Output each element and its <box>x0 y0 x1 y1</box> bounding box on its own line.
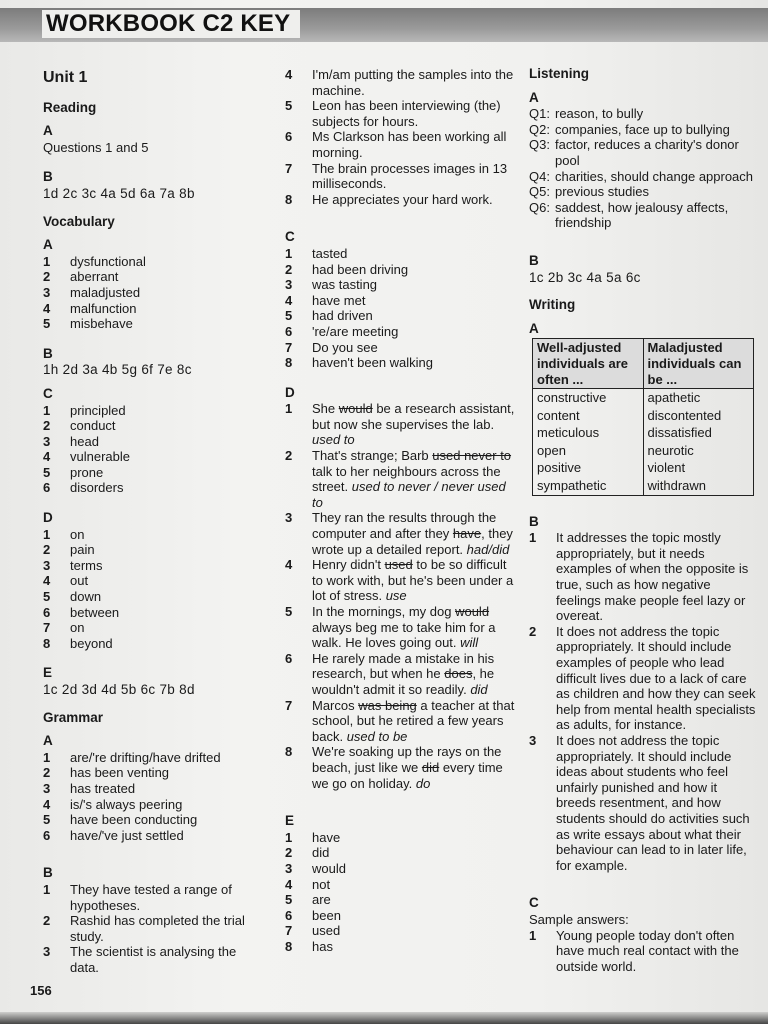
answer-item: 5 are <box>285 892 331 908</box>
answer-item: 7 The brain processes images in 13 milliseconds. <box>285 160 508 192</box>
answer-item: 3 It does not address the topic appropriately. It should include ideas about students who feel unfairly punished and how it breeds resentment, and how students should do activities such as write essays about what their behaviour can lead to in later life, for example. <box>529 732 750 873</box>
grammar-a-list <box>43 750 263 844</box>
table-cell: open <box>533 442 644 460</box>
table-cell: positive <box>533 459 644 477</box>
answer-item: 1 are/'re drifting/have drifted <box>43 749 221 765</box>
correction: did <box>470 681 488 697</box>
answer-item: 2 conduct <box>43 418 116 434</box>
page-number: 156 <box>30 983 52 998</box>
vocabulary-c-label: C <box>43 385 53 401</box>
table-cell: constructive <box>533 389 644 407</box>
answer-item: 3 maladjusted <box>43 284 141 300</box>
answer-item: 3 The scientist is analysing the data. <box>43 944 237 975</box>
vocabulary-b-answers: 1h 2d 3a 4b 5g 6f 7e 8c <box>43 362 192 378</box>
unit-title: Unit 1 <box>43 69 88 86</box>
answer-item: 4 I'm/am putting the samples into the machine. <box>285 67 514 98</box>
writing-b-label: B <box>529 513 539 529</box>
answer-item: 8 has <box>285 938 333 954</box>
vocabulary-e-label: E <box>43 665 53 681</box>
table-row <box>533 407 754 425</box>
answer-item: 1 They have tested a range of hypotheses. <box>43 881 232 913</box>
answer-item: 1 have <box>285 829 341 845</box>
grammar-d-label: D <box>285 384 295 400</box>
table-cell: sympathetic <box>533 477 644 495</box>
answer-item: 6 disorders <box>43 480 124 496</box>
vocabulary-b-label: B <box>43 345 53 361</box>
answer-item: Q6: saddest, how jealousy affects, friendship <box>529 199 729 231</box>
correction: will <box>460 635 479 651</box>
grammar-c-label: C <box>285 229 295 245</box>
answer-item: 8 haven't been walking <box>285 355 434 371</box>
writing-c-intro: Sample answers: <box>529 911 629 927</box>
answer-item: 6 're/are meeting <box>285 323 399 339</box>
correction: used to be <box>346 728 408 744</box>
writing-c-label: C <box>529 895 539 911</box>
answer-item: 7 Do you see <box>285 339 378 355</box>
struck-word: would <box>338 401 373 417</box>
struck-word: used never to <box>432 448 512 464</box>
answer-item: 8 We're soaking up the rays on the beach, just like we did every time we go on holiday. do <box>285 744 503 791</box>
answer-item: Q4: charities, should change approach <box>529 168 754 184</box>
answer-item: 4 Henry didn't used to be so difficult to work with, but he's been under a lot of stress. use <box>285 557 514 604</box>
answer-item: 7 on <box>43 620 85 636</box>
answer-item: 1 Young people today don't often have much real contact with the outside world. <box>529 927 739 974</box>
table-cell: apathetic <box>643 389 754 407</box>
listening-b-answers: 1c 2b 3c 4a 5a 6c <box>529 269 641 285</box>
table-row <box>533 389 754 407</box>
answer-item: 6 been <box>285 907 341 923</box>
correction: used to never / never used to <box>312 479 506 510</box>
answer-item: 3 head <box>43 433 99 449</box>
answer-item: 5 down <box>43 589 102 605</box>
writing-heading: Writing <box>529 297 576 313</box>
answer-item: 2 It does not address the topic appropriately. It should include examples of people who lead difficult lives due to a lack of care as children and how they can seek help from mental health specialists as adults, for instance. <box>529 623 756 733</box>
correction: do <box>415 775 431 791</box>
answer-item: 2 Rashid has completed the trial study. <box>43 913 245 944</box>
grammar-b-label: B <box>43 865 53 881</box>
listening-heading: Listening <box>529 66 589 81</box>
answer-item: 1 She would be a research assistant, but now she supervises the lab. used to <box>285 401 515 448</box>
grammar-e-list <box>285 830 515 955</box>
table-row <box>533 424 754 442</box>
answer-item: 3 has treated <box>43 780 136 796</box>
struck-word: was being <box>358 697 417 713</box>
answer-item: 5 misbehave <box>43 316 133 332</box>
table-cell: neurotic <box>643 442 754 460</box>
table-cell: violent <box>643 459 754 477</box>
vocabulary-c-list <box>43 403 263 497</box>
page-title: WORKBOOK C2 KEY <box>42 10 300 38</box>
answer-item: 3 was tasting <box>285 277 378 293</box>
answer-item: 3 would <box>285 860 346 876</box>
listening-b-label: B <box>529 252 539 268</box>
column-right <box>529 66 757 974</box>
answer-item: 4 out <box>43 573 89 589</box>
grammar-b-list <box>43 882 263 976</box>
answer-item: 3 They ran the results through the computer and after they have, they wrote up a detailed report. had/did <box>285 510 513 557</box>
grammar-c-list <box>285 246 515 371</box>
vocabulary-d-list <box>43 527 263 652</box>
vocabulary-e-answers: 1c 2d 3d 4d 5b 6c 7b 8d <box>43 682 195 697</box>
answer-item: 4 have met <box>285 292 366 308</box>
answer-item: 5 prone <box>43 464 104 480</box>
grammar-e-label: E <box>285 813 295 829</box>
reading-a-label: A <box>43 123 53 139</box>
table-row <box>533 459 754 477</box>
correction: used to <box>312 432 355 448</box>
table-header: Maladjusted individuals can be ... <box>643 339 754 389</box>
correction: had/did <box>466 541 510 557</box>
struck-word: have <box>452 526 482 542</box>
struck-word: did <box>421 759 440 775</box>
answer-item: Q5: previous studies <box>529 184 649 200</box>
adjectives-table <box>532 338 754 495</box>
answer-item: 4 malfunction <box>43 300 137 316</box>
writing-b-list <box>529 530 757 873</box>
grammar-heading: Grammar <box>43 709 104 725</box>
table-cell: dissatisfied <box>643 424 754 442</box>
listening-a-label: A <box>529 89 539 105</box>
column-middle <box>285 67 515 954</box>
vocabulary-a-label: A <box>43 237 53 253</box>
answer-item: 5 In the mornings, my dog would always beg me to take him for a walk. He loves going out. will <box>285 604 496 651</box>
listening-a-list <box>529 106 757 231</box>
answer-item: 1 dysfunctional <box>43 253 146 269</box>
answer-item: 1 on <box>43 526 85 542</box>
answer-item: 2 aberrant <box>43 269 119 285</box>
answer-item: 2 has been venting <box>43 765 170 781</box>
table-header-row <box>533 339 754 389</box>
vocabulary-heading: Vocabulary <box>43 213 115 229</box>
reading-heading: Reading <box>43 99 97 115</box>
answer-item: Q3: factor, reduces a charity's donor pool <box>529 137 739 168</box>
answer-item: 5 had driven <box>285 308 373 324</box>
answer-item: 7 Marcos was being a teacher at that school, but he retired a few years back. used to be <box>285 697 515 744</box>
answer-item: 7 used <box>285 923 341 939</box>
table-row <box>533 442 754 460</box>
struck-word: would <box>455 604 490 619</box>
table-cell: content <box>533 407 644 425</box>
struck-word: does <box>444 666 473 682</box>
table-row <box>533 477 754 495</box>
answer-item: 2 had been driving <box>285 261 409 277</box>
correction: use <box>385 588 407 604</box>
answer-item: Q2: companies, face up to bullying <box>529 121 730 137</box>
answer-item: 4 is/'s always peering <box>43 796 183 812</box>
answer-item: 5 Leon has been interviewing (the) subjects for hours. <box>285 98 501 129</box>
answer-item: 2 That's strange; Barb used never to talk to her neighbours across the street. used to never / never used to <box>285 448 512 510</box>
answer-item: 5 have been conducting <box>43 812 198 828</box>
table-cell: meticulous <box>533 424 644 442</box>
answer-item: 1 principled <box>43 402 126 418</box>
reading-a-answer: Questions 1 and 5 <box>43 139 149 155</box>
answer-item: Q1: reason, to bully <box>529 106 644 122</box>
answer-item: 3 terms <box>43 557 103 573</box>
vocabulary-d-label: D <box>43 510 53 526</box>
answer-item: 6 between <box>43 604 120 620</box>
answer-item: 2 pain <box>43 542 95 558</box>
bottom-edge <box>0 1012 768 1024</box>
struck-word: used <box>384 557 413 573</box>
answer-item: 1 tasted <box>285 245 348 261</box>
answer-item: 6 have/'ve just settled <box>43 827 184 843</box>
reading-b-label: B <box>43 169 53 185</box>
answer-item: 6 He rarely made a mistake in his research, but when he does, he wouldn't admit it so readily. did <box>285 650 495 697</box>
table-header: Well-adjusted individuals are often ... <box>533 339 644 389</box>
reading-b-answers: 1d 2c 3c 4a 5d 6a 7a 8b <box>43 185 195 201</box>
answer-item: 6 Ms Clarkson has been working all morning. <box>285 129 507 160</box>
answer-item: 4 not <box>285 876 331 892</box>
answer-item: 2 did <box>285 845 330 861</box>
grammar-b-list-continued <box>285 67 515 207</box>
writing-a-label: A <box>529 320 539 336</box>
grammar-d-list <box>285 401 515 791</box>
answer-item: 4 vulnerable <box>43 449 130 465</box>
table-cell: discontented <box>643 407 754 425</box>
table-cell: withdrawn <box>643 477 754 495</box>
writing-c-list <box>529 928 757 975</box>
answer-item: 8 beyond <box>43 635 113 651</box>
column-left <box>43 70 263 976</box>
answer-item: 8 He appreciates your hard work. <box>285 191 493 207</box>
answer-item: 1 It addresses the topic mostly appropriately, but it needs examples of when the opposite is true, such as how negative feelings make people feel lazy or overeat. <box>529 530 749 624</box>
vocabulary-a-list <box>43 254 263 332</box>
grammar-a-label: A <box>43 733 53 749</box>
